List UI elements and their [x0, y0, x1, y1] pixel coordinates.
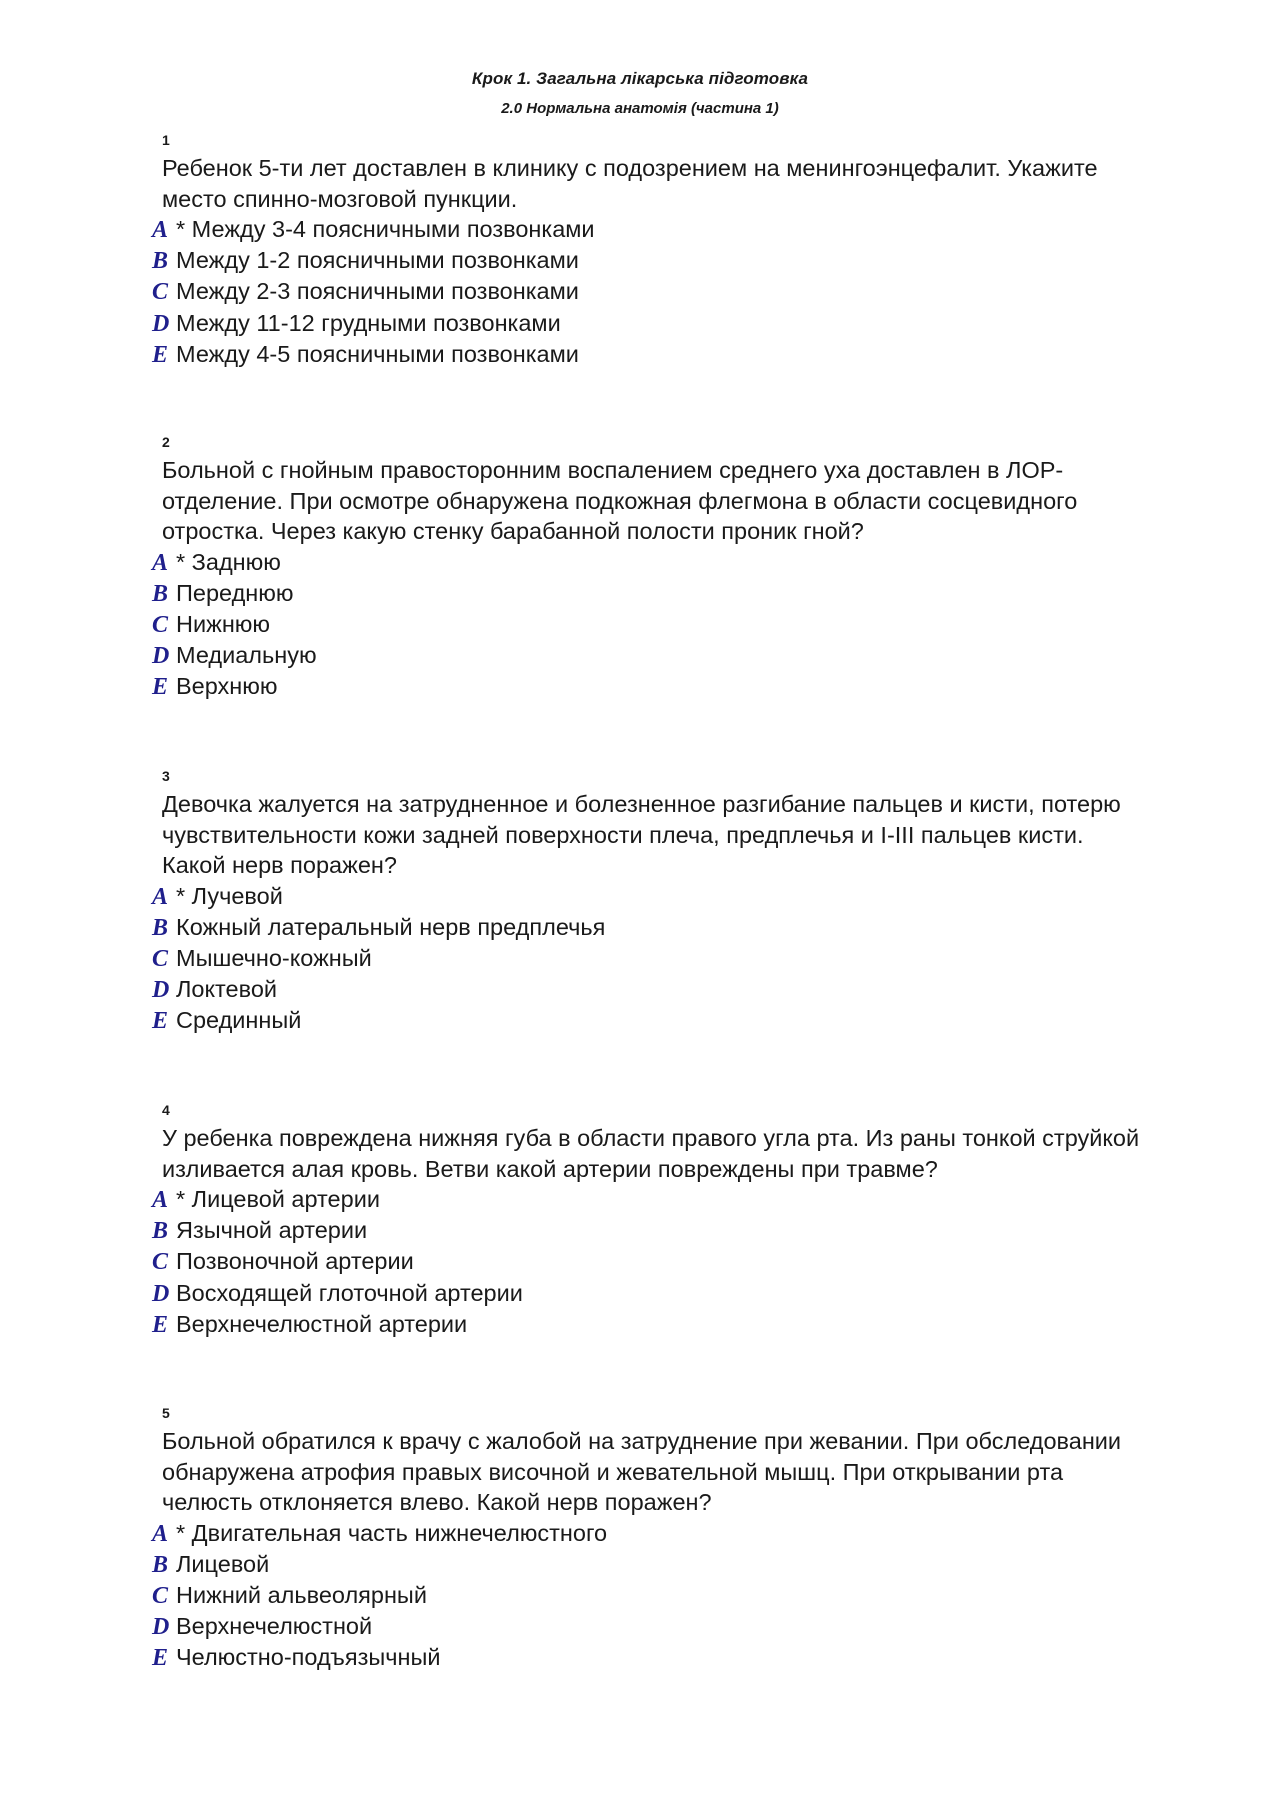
document-title: Крок 1. Загальна лікарська підготовка — [471, 69, 809, 88]
option-e — [152, 671, 1172, 702]
option-letter: E — [152, 1008, 169, 1035]
option-b — [152, 1215, 1172, 1246]
option-a — [152, 214, 1172, 245]
option-a — [152, 1518, 1172, 1549]
option-text: Верхнечелюстной — [176, 1613, 373, 1640]
question-2 — [152, 433, 1172, 703]
option-letter: E — [152, 674, 169, 701]
option-letter: D — [152, 977, 170, 1004]
option-text: Кожный латеральный нерв предплечья — [176, 913, 606, 940]
option-letter: A — [152, 549, 169, 576]
option-a — [152, 881, 1172, 912]
option-letter: C — [152, 1249, 169, 1276]
option-b — [152, 912, 1172, 943]
option-a — [152, 547, 1172, 578]
option-text: Позвоночной артерии — [176, 1248, 414, 1275]
option-e — [152, 1309, 1172, 1340]
option-letter: B — [152, 248, 169, 275]
option-letter: D — [152, 1614, 170, 1641]
option-text: Восходящей глоточной артерии — [176, 1279, 523, 1306]
option-letter: B — [152, 1551, 169, 1578]
option-letter: B — [152, 1218, 169, 1245]
option-c — [152, 943, 1172, 974]
option-letter: A — [152, 1520, 169, 1547]
question-text: Ребенок 5-ти лет доставлен в клинику с подозрением на менингоэнцефалит. Укажите место спинно-мозговой пункции. — [162, 155, 1098, 212]
option-text: Язычной артерии — [176, 1217, 368, 1244]
question-text: Девочка жалуется на затрудненное и болезненное разгибание пальцев и кисти, потерю чувствительности кожи задней поверхности плеча, предплечья и I-III пальцев кисти. Какой нерв поражен? — [162, 791, 1121, 878]
option-text: Между 1-2 поясничными позвонками — [176, 247, 579, 274]
option-b — [152, 245, 1172, 276]
option-text: * Между 3-4 поясничными позвонками — [176, 216, 595, 242]
option-letter: A — [152, 1187, 169, 1213]
question-1 — [152, 131, 1172, 370]
option-text: * Лучевой — [176, 882, 283, 909]
option-letter: A — [152, 883, 169, 910]
option-letter: D — [152, 310, 170, 337]
option-text: Локтевой — [176, 976, 278, 1003]
option-letter: D — [152, 643, 170, 670]
question-5 — [152, 1404, 1172, 1674]
question-number: 4 — [162, 1102, 170, 1118]
option-letter: A — [152, 217, 169, 243]
option-text: * Заднюю — [176, 548, 281, 575]
option-d — [152, 1278, 1172, 1309]
option-b — [152, 1549, 1172, 1580]
option-c — [152, 1580, 1172, 1611]
question-text: Больной обратился к врачу с жалобой на затруднение при жевании. При обследовании обнаружена атрофия правых височной и жевательной мышц. При открывании рта челюсть отклоняется влево. Какой нерв поражен? — [162, 1428, 1122, 1515]
option-text: Верхнюю — [176, 673, 278, 700]
option-d — [152, 640, 1172, 671]
question-text: Больной с гнойным правосторонним воспалением среднего уха доставлен в ЛОР-отделение. При осмотре обнаружена подкожная флегмона в области сосцевидного отростка. Через какую стенку барабанной полости проник гной? — [162, 457, 1078, 544]
question-number: 2 — [162, 434, 170, 450]
option-c — [152, 276, 1172, 307]
option-text: Между 4-5 поясничными позвонками — [176, 340, 579, 367]
option-text: Между 11-12 грудными позвонками — [176, 309, 561, 336]
option-text: Медиальную — [176, 642, 317, 669]
option-letter: E — [152, 1311, 169, 1338]
option-text: Верхнечелюстной артерии — [176, 1310, 468, 1337]
option-letter: C — [152, 1582, 169, 1609]
document-subtitle: 2.0 Нормальна анатомія (частина 1) — [501, 100, 779, 117]
question-text: У ребенка повреждена нижняя губа в области правого угла рта. Из раны тонкой струйкой изливается алая кровь. Ветви какой артерии повреждены при травме? — [162, 1125, 1140, 1182]
option-c — [152, 609, 1172, 640]
option-text: Лицевой — [176, 1550, 270, 1577]
option-letter: C — [152, 945, 169, 972]
question-3 — [152, 767, 1172, 1037]
option-e — [152, 1642, 1172, 1673]
option-e — [152, 339, 1172, 370]
option-d — [152, 1611, 1172, 1642]
option-text: Между 2-3 поясничными позвонками — [176, 278, 579, 305]
option-text: Челюстно-подъязычный — [176, 1644, 441, 1671]
option-d — [152, 974, 1172, 1005]
option-a — [152, 1184, 1172, 1215]
question-number: 3 — [162, 768, 170, 784]
option-letter: D — [152, 1280, 170, 1307]
option-text: Срединный — [176, 1007, 302, 1034]
option-text: Нижний альвеолярный — [176, 1581, 427, 1608]
option-c — [152, 1246, 1172, 1277]
option-letter: C — [152, 611, 169, 638]
option-text: * Двигательная часть нижнечелюстного — [176, 1519, 608, 1546]
option-text: Переднюю — [176, 579, 294, 606]
option-text: Мышечно-кожный — [176, 944, 372, 971]
option-letter: C — [152, 279, 169, 306]
option-text: * Лицевой артерии — [176, 1186, 380, 1212]
question-4 — [152, 1101, 1172, 1340]
option-e — [152, 1005, 1172, 1036]
question-number: 5 — [162, 1405, 170, 1421]
option-letter: B — [152, 914, 169, 941]
option-letter: E — [152, 341, 169, 368]
option-letter: B — [152, 580, 169, 607]
option-letter: E — [152, 1645, 169, 1672]
option-d — [152, 308, 1172, 339]
option-text: Нижнюю — [176, 610, 271, 637]
option-b — [152, 578, 1172, 609]
question-number: 1 — [162, 132, 170, 148]
